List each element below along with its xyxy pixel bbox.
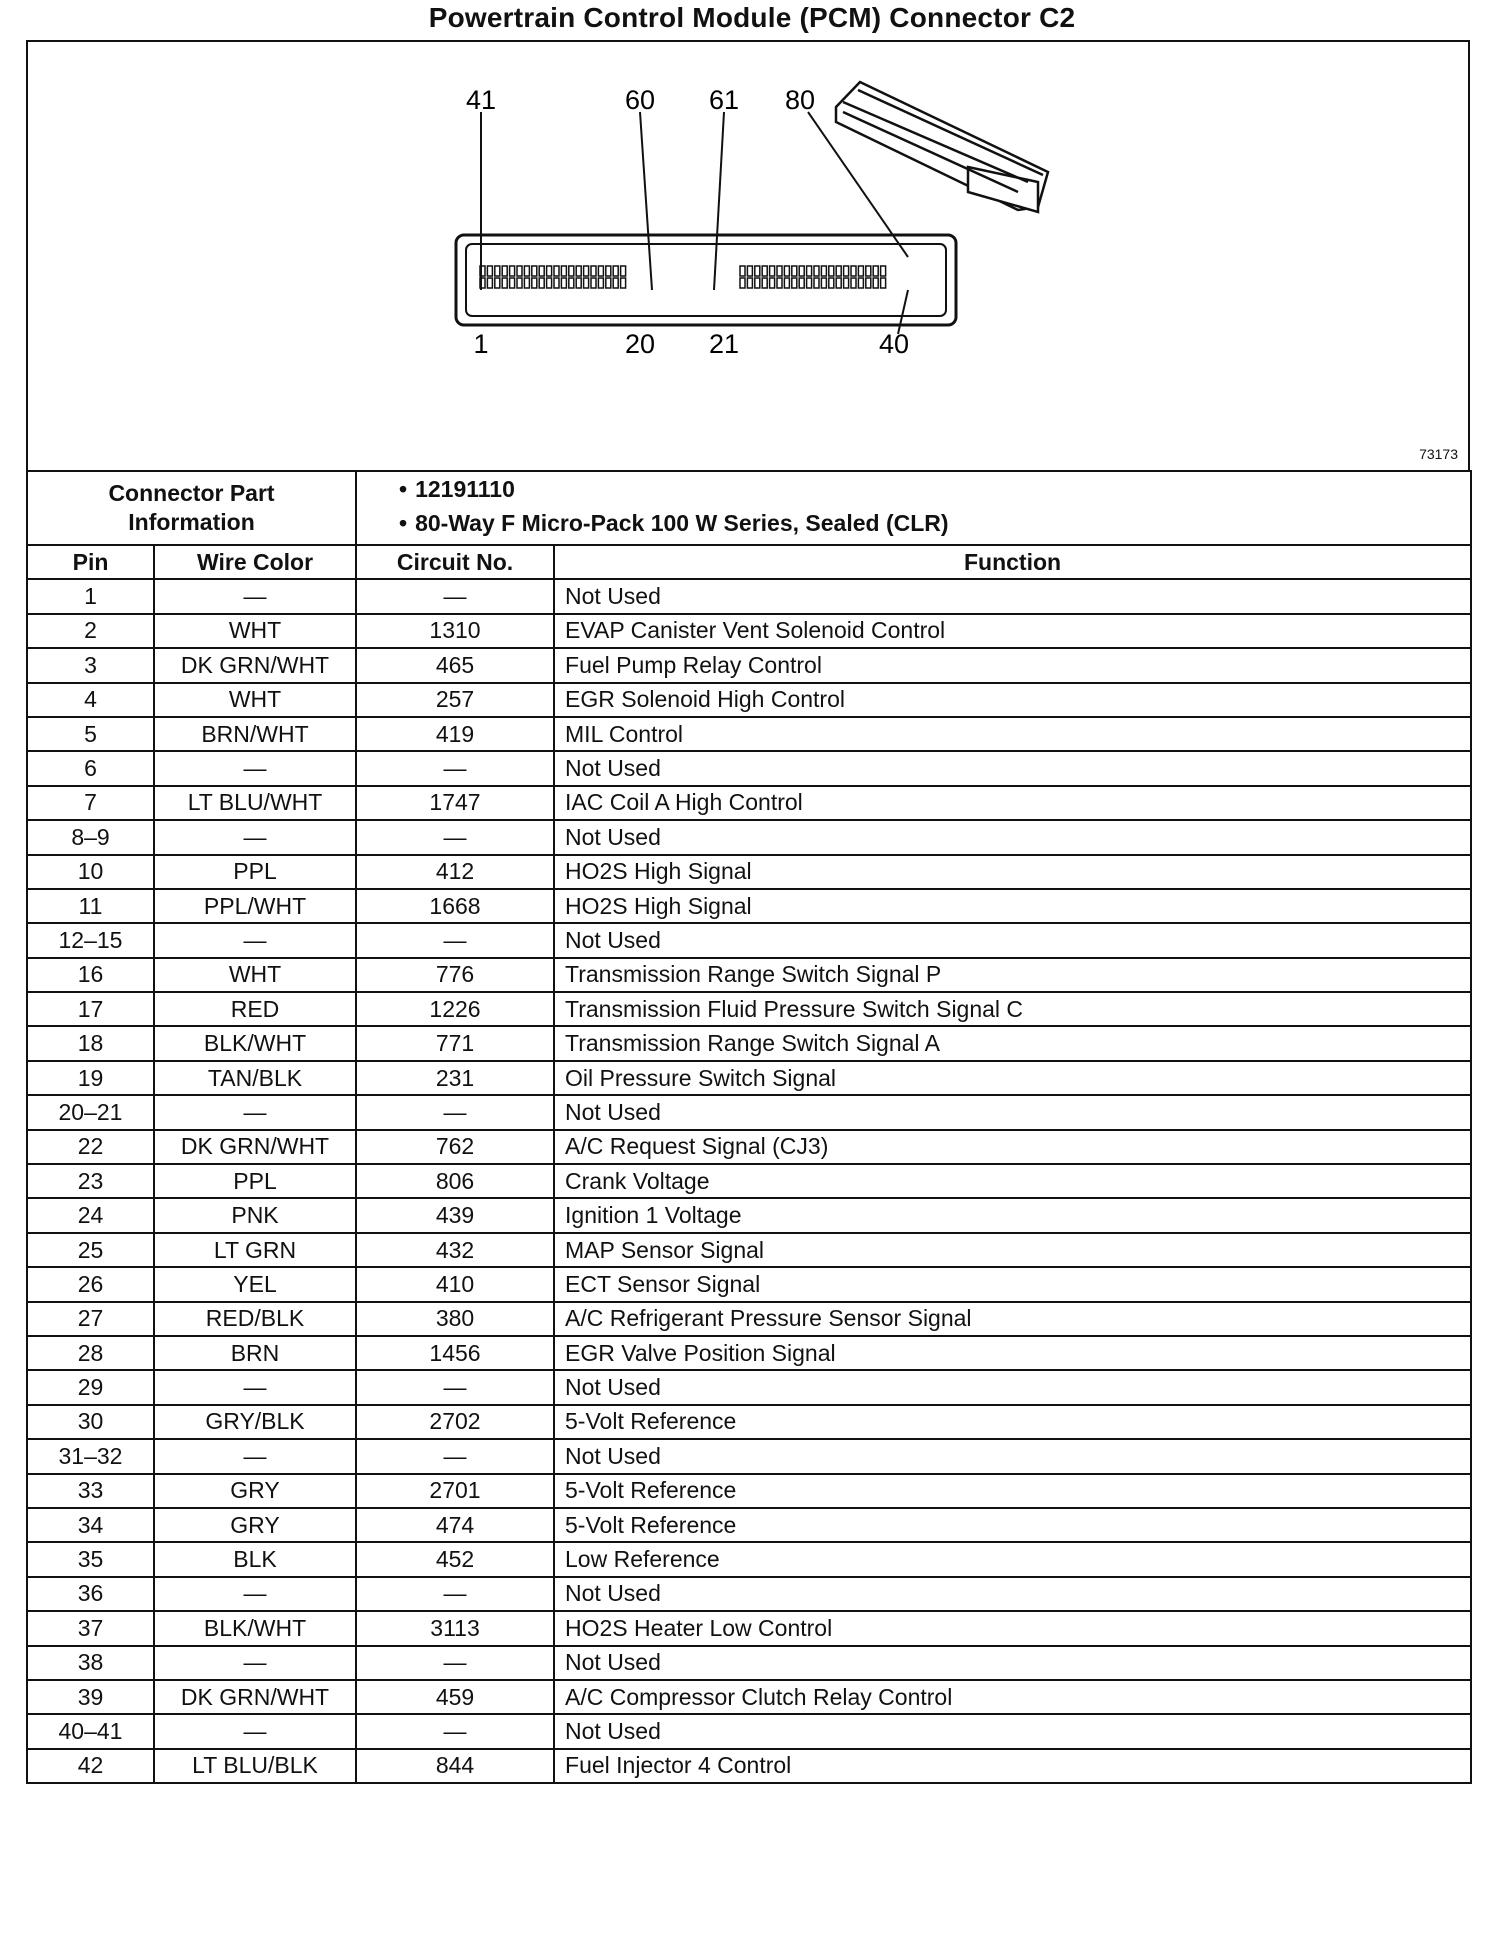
cell-wire-color: — <box>154 579 356 613</box>
cell-function: MIL Control <box>554 717 1471 751</box>
table-row <box>27 648 1471 682</box>
cell-circuit: — <box>356 1439 554 1473</box>
cell-pin: 22 <box>27 1130 154 1164</box>
cell-function: MAP Sensor Signal <box>554 1233 1471 1267</box>
cell-function: Not Used <box>554 1646 1471 1680</box>
cell-function: Not Used <box>554 579 1471 613</box>
cell-pin: 31–32 <box>27 1439 154 1473</box>
table-row <box>27 1026 1471 1060</box>
pin-cavity <box>755 266 760 276</box>
pin-cavity <box>770 278 775 288</box>
cell-circuit: 410 <box>356 1267 554 1301</box>
cell-circuit: 1310 <box>356 614 554 648</box>
cell-wire-color: GRY/BLK <box>154 1405 356 1439</box>
cell-wire-color: WHT <box>154 683 356 717</box>
pin-cavity <box>784 266 789 276</box>
pin-cavity <box>851 278 856 288</box>
cell-function: Not Used <box>554 751 1471 785</box>
pin-cavity <box>569 266 574 276</box>
table-row <box>27 1336 1471 1370</box>
pin-cavity <box>747 278 752 288</box>
pin-cavity <box>821 266 826 276</box>
pin-cavity <box>487 278 492 288</box>
cell-pin: 26 <box>27 1267 154 1301</box>
cell-pin: 27 <box>27 1302 154 1336</box>
cell-function: 5-Volt Reference <box>554 1405 1471 1439</box>
pin-label-top: 60 <box>624 85 656 115</box>
table-row <box>27 1439 1471 1473</box>
cell-function: HO2S High Signal <box>554 889 1471 923</box>
pin-cavity <box>510 278 515 288</box>
cell-function: 5-Volt Reference <box>554 1474 1471 1508</box>
cell-function: Crank Voltage <box>554 1164 1471 1198</box>
pin-cavity <box>547 266 552 276</box>
cell-wire-color: — <box>154 1095 356 1129</box>
pin-label-top: 41 <box>465 85 497 115</box>
pin-cavity <box>591 266 596 276</box>
table-row <box>27 1646 1471 1680</box>
pin-cavity <box>517 266 522 276</box>
pin-cavity <box>502 266 507 276</box>
cell-circuit: 380 <box>356 1302 554 1336</box>
pin-cavity <box>829 266 834 276</box>
page-title: Powertrain Control Module (PCM) Connector C2 <box>428 2 1076 33</box>
cell-wire-color: BRN/WHT <box>154 717 356 751</box>
cell-circuit: 465 <box>356 648 554 682</box>
cell-pin: 28 <box>27 1336 154 1370</box>
cell-wire-color: WHT <box>154 958 356 992</box>
cell-pin: 3 <box>27 648 154 682</box>
pin-cavity <box>881 278 886 288</box>
connector-side-view <box>836 82 1048 212</box>
pin-cavity <box>814 278 819 288</box>
pin-cavity <box>554 266 559 276</box>
cell-circuit: 459 <box>356 1680 554 1714</box>
pin-cavity <box>770 266 775 276</box>
cell-pin: 35 <box>27 1542 154 1576</box>
cell-wire-color: PPL <box>154 1164 356 1198</box>
cell-pin: 19 <box>27 1061 154 1095</box>
pin-cavity <box>814 266 819 276</box>
cell-circuit: 1747 <box>356 786 554 820</box>
pin-cavity <box>836 278 841 288</box>
cell-pin: 29 <box>27 1370 154 1404</box>
pin-label-top: 80 <box>784 85 816 115</box>
cell-pin: 38 <box>27 1646 154 1680</box>
cell-circuit: — <box>356 1095 554 1129</box>
table-row <box>27 1749 1471 1783</box>
pin-cavity <box>539 278 544 288</box>
cell-function: A/C Compressor Clutch Relay Control <box>554 1680 1471 1714</box>
cell-function: EVAP Canister Vent Solenoid Control <box>554 614 1471 648</box>
connector-info-label-line: Information <box>128 509 255 535</box>
pin-cavity <box>836 266 841 276</box>
pin-cavity <box>613 278 618 288</box>
cell-pin: 6 <box>27 751 154 785</box>
table-row <box>27 1198 1471 1232</box>
table-header-row <box>27 545 1471 579</box>
cell-pin: 20–21 <box>27 1095 154 1129</box>
cell-wire-color: — <box>154 1646 356 1680</box>
cell-circuit: — <box>356 1370 554 1404</box>
cell-function: Transmission Range Switch Signal P <box>554 958 1471 992</box>
cell-wire-color: LT GRN <box>154 1233 356 1267</box>
cell-pin: 8–9 <box>27 820 154 854</box>
cell-function: IAC Coil A High Control <box>554 786 1471 820</box>
cell-circuit: 412 <box>356 855 554 889</box>
pin-cavity <box>844 266 849 276</box>
cell-wire-color: PPL/WHT <box>154 889 356 923</box>
cell-wire-color: PPL <box>154 855 356 889</box>
pin-cavity <box>762 278 767 288</box>
cell-wire-color: — <box>154 820 356 854</box>
pin-cavity <box>881 266 886 276</box>
table-row <box>27 1405 1471 1439</box>
pin-cavity <box>487 266 492 276</box>
cell-pin: 12–15 <box>27 923 154 957</box>
pin-cavity <box>844 278 849 288</box>
connector-info-item: • 12191110 <box>399 476 515 502</box>
table-row <box>27 958 1471 992</box>
cell-function: Transmission Fluid Pressure Switch Signal C <box>554 992 1471 1026</box>
cell-circuit: 1226 <box>356 992 554 1026</box>
table-row <box>27 820 1471 854</box>
column-header-wire-color: Wire Color <box>154 545 356 579</box>
pin-cavity <box>807 266 812 276</box>
cell-pin: 34 <box>27 1508 154 1542</box>
connector-info-list <box>356 471 1471 545</box>
cell-wire-color: — <box>154 751 356 785</box>
pin-cavity <box>740 278 745 288</box>
cell-pin: 17 <box>27 992 154 1026</box>
pin-cavity <box>613 266 618 276</box>
cell-function: A/C Request Signal (CJ3) <box>554 1130 1471 1164</box>
table-row <box>27 1508 1471 1542</box>
cell-wire-color: PNK <box>154 1198 356 1232</box>
cell-circuit: 3113 <box>356 1611 554 1645</box>
table-row <box>27 1474 1471 1508</box>
cell-function: A/C Refrigerant Pressure Sensor Signal <box>554 1302 1471 1336</box>
connector-info-item: • 80-Way F Micro-Pack 100 W Series, Sealed (CLR) <box>399 510 949 536</box>
cell-wire-color: RED/BLK <box>154 1302 356 1336</box>
cell-pin: 36 <box>27 1577 154 1611</box>
cell-wire-color: — <box>154 1439 356 1473</box>
cell-wire-color: WHT <box>154 614 356 648</box>
pin-cavity <box>502 278 507 288</box>
table-row <box>27 923 1471 957</box>
cell-pin: 16 <box>27 958 154 992</box>
cell-circuit: — <box>356 923 554 957</box>
table-row <box>27 1130 1471 1164</box>
pin-cavity <box>740 266 745 276</box>
cell-circuit: 1668 <box>356 889 554 923</box>
cell-circuit: 231 <box>356 1061 554 1095</box>
cell-function: EGR Valve Position Signal <box>554 1336 1471 1370</box>
cell-wire-color: LT BLU/WHT <box>154 786 356 820</box>
pin-cavity <box>532 266 537 276</box>
pin-cavity <box>621 278 626 288</box>
pin-cavity <box>792 266 797 276</box>
pin-cavity <box>554 278 559 288</box>
pin-cavity <box>584 266 589 276</box>
table-row <box>27 614 1471 648</box>
table-row <box>27 1061 1471 1095</box>
cell-circuit: 1456 <box>356 1336 554 1370</box>
pin-cavity <box>851 266 856 276</box>
table-row <box>27 717 1471 751</box>
pin-cavity <box>606 266 611 276</box>
cell-circuit: 776 <box>356 958 554 992</box>
cell-pin: 37 <box>27 1611 154 1645</box>
pin-cavity <box>762 266 767 276</box>
pin-cavity <box>821 278 826 288</box>
pin-cavity <box>621 266 626 276</box>
cell-pin: 4 <box>27 683 154 717</box>
pin-cavity <box>755 278 760 288</box>
cell-pin: 42 <box>27 1749 154 1783</box>
table-row <box>27 992 1471 1026</box>
pin-cavity <box>799 278 804 288</box>
cell-wire-color: BLK/WHT <box>154 1026 356 1060</box>
cell-function: Not Used <box>554 1577 1471 1611</box>
cell-pin: 1 <box>27 579 154 613</box>
cell-circuit: — <box>356 579 554 613</box>
pin-cavity <box>777 278 782 288</box>
table-row <box>27 1714 1471 1748</box>
pin-cavity <box>539 266 544 276</box>
cell-wire-color: RED <box>154 992 356 1026</box>
table-row <box>27 889 1471 923</box>
connector-info-label <box>27 471 356 545</box>
cell-pin: 25 <box>27 1233 154 1267</box>
pin-cavity <box>747 266 752 276</box>
table-row <box>27 786 1471 820</box>
cell-circuit: 432 <box>356 1233 554 1267</box>
cell-circuit: 439 <box>356 1198 554 1232</box>
pin-cavity <box>524 266 529 276</box>
cell-circuit: 806 <box>356 1164 554 1198</box>
pin-label-bottom: 20 <box>624 329 656 359</box>
cell-function: Not Used <box>554 1714 1471 1748</box>
cell-pin: 18 <box>27 1026 154 1060</box>
cell-wire-color: GRY <box>154 1474 356 1508</box>
cell-circuit: 474 <box>356 1508 554 1542</box>
cell-function: HO2S Heater Low Control <box>554 1611 1471 1645</box>
cell-circuit: 419 <box>356 717 554 751</box>
table-row <box>27 1542 1471 1576</box>
cell-pin: 7 <box>27 786 154 820</box>
cell-circuit: 257 <box>356 683 554 717</box>
cell-wire-color: — <box>154 1714 356 1748</box>
pin-table-body <box>27 471 1471 1783</box>
cell-function: Not Used <box>554 820 1471 854</box>
table-row <box>27 1095 1471 1129</box>
pin-cavity <box>576 278 581 288</box>
table-row <box>27 579 1471 613</box>
pin-cavity <box>547 278 552 288</box>
column-header-function: Function <box>554 545 1471 579</box>
cell-function: Not Used <box>554 1370 1471 1404</box>
cell-pin: 33 <box>27 1474 154 1508</box>
cell-circuit: — <box>356 1714 554 1748</box>
cell-function: HO2S High Signal <box>554 855 1471 889</box>
cell-wire-color: TAN/BLK <box>154 1061 356 1095</box>
table-row <box>27 1302 1471 1336</box>
cell-pin: 5 <box>27 717 154 751</box>
table-row <box>27 1370 1471 1404</box>
figure-number: 73173 <box>1419 446 1458 462</box>
cell-function: 5-Volt Reference <box>554 1508 1471 1542</box>
pin-cavity <box>495 266 500 276</box>
cell-wire-color: BLK/WHT <box>154 1611 356 1645</box>
pin-label-bottom: 40 <box>878 329 910 359</box>
table-row <box>27 855 1471 889</box>
cell-circuit: 2701 <box>356 1474 554 1508</box>
cell-wire-color: DK GRN/WHT <box>154 1680 356 1714</box>
pin-label-bottom: 21 <box>708 329 740 359</box>
cell-circuit: — <box>356 820 554 854</box>
pin-cavity <box>517 278 522 288</box>
cell-circuit: 844 <box>356 1749 554 1783</box>
cell-pin: 23 <box>27 1164 154 1198</box>
cell-wire-color: — <box>154 923 356 957</box>
cell-function: Fuel Pump Relay Control <box>554 648 1471 682</box>
cell-wire-color: GRY <box>154 1508 356 1542</box>
connector-illustration <box>26 40 1470 470</box>
cell-circuit: 762 <box>356 1130 554 1164</box>
column-header-pin: Pin <box>27 545 154 579</box>
pin-cavity <box>799 266 804 276</box>
table-row <box>27 751 1471 785</box>
cell-wire-color: LT BLU/BLK <box>154 1749 356 1783</box>
cell-circuit: 452 <box>356 1542 554 1576</box>
pin-label-top: 61 <box>708 85 740 115</box>
cell-circuit: — <box>356 1577 554 1611</box>
pin-cavity <box>598 278 603 288</box>
cell-pin: 24 <box>27 1198 154 1232</box>
pin-cavity <box>569 278 574 288</box>
cell-wire-color: BLK <box>154 1542 356 1576</box>
pin-cavity <box>584 278 589 288</box>
pin-cavity <box>829 278 834 288</box>
cell-function: Ignition 1 Voltage <box>554 1198 1471 1232</box>
pin-cavity <box>495 278 500 288</box>
cell-wire-color: DK GRN/WHT <box>154 1130 356 1164</box>
cell-circuit: — <box>356 1646 554 1680</box>
pin-cavity <box>532 278 537 288</box>
cell-pin: 11 <box>27 889 154 923</box>
cell-pin: 30 <box>27 1405 154 1439</box>
cell-function: Not Used <box>554 923 1471 957</box>
pin-cavity <box>598 266 603 276</box>
cell-circuit: 2702 <box>356 1405 554 1439</box>
cell-pin: 40–41 <box>27 1714 154 1748</box>
cell-function: EGR Solenoid High Control <box>554 683 1471 717</box>
column-header-circuit: Circuit No. <box>356 545 554 579</box>
pin-cavity <box>858 266 863 276</box>
cell-pin: 10 <box>27 855 154 889</box>
table-row <box>27 1233 1471 1267</box>
cell-function: Not Used <box>554 1439 1471 1473</box>
table-row <box>27 1164 1471 1198</box>
pin-cavity <box>576 266 581 276</box>
cell-function: ECT Sensor Signal <box>554 1267 1471 1301</box>
cell-function: Not Used <box>554 1095 1471 1129</box>
pin-cavity <box>561 266 566 276</box>
cell-circuit: — <box>356 751 554 785</box>
cell-wire-color: BRN <box>154 1336 356 1370</box>
cell-function: Oil Pressure Switch Signal <box>554 1061 1471 1095</box>
cell-wire-color: — <box>154 1577 356 1611</box>
pin-cavity <box>777 266 782 276</box>
connector-drawing <box>28 42 1472 472</box>
pin-cavity <box>606 278 611 288</box>
pin-cavity <box>873 266 878 276</box>
pin-cavity <box>807 278 812 288</box>
cell-pin: 39 <box>27 1680 154 1714</box>
cell-circuit: 771 <box>356 1026 554 1060</box>
table-row <box>27 1611 1471 1645</box>
cell-pin: 2 <box>27 614 154 648</box>
cell-wire-color: YEL <box>154 1267 356 1301</box>
cell-wire-color: DK GRN/WHT <box>154 648 356 682</box>
pin-cavity <box>510 266 515 276</box>
pin-cavity <box>873 278 878 288</box>
pin-cavity <box>858 278 863 288</box>
cell-wire-color: — <box>154 1370 356 1404</box>
cell-function: Low Reference <box>554 1542 1471 1576</box>
pin-label-bottom: 1 <box>473 329 489 359</box>
cell-function: Fuel Injector 4 Control <box>554 1749 1471 1783</box>
pin-cavity <box>866 266 871 276</box>
pin-table <box>26 470 1472 1784</box>
table-row <box>27 1577 1471 1611</box>
pin-cavity <box>561 278 566 288</box>
pin-cavity <box>792 278 797 288</box>
pin-cavity <box>591 278 596 288</box>
connector-info-row <box>27 471 1471 545</box>
table-row <box>27 1267 1471 1301</box>
connector-info-label-line: Connector Part <box>108 480 275 507</box>
table-row <box>27 1680 1471 1714</box>
cell-function: Transmission Range Switch Signal A <box>554 1026 1471 1060</box>
table-row <box>27 683 1471 717</box>
pin-cavity <box>524 278 529 288</box>
pin-cavity <box>784 278 789 288</box>
pin-cavity <box>866 278 871 288</box>
